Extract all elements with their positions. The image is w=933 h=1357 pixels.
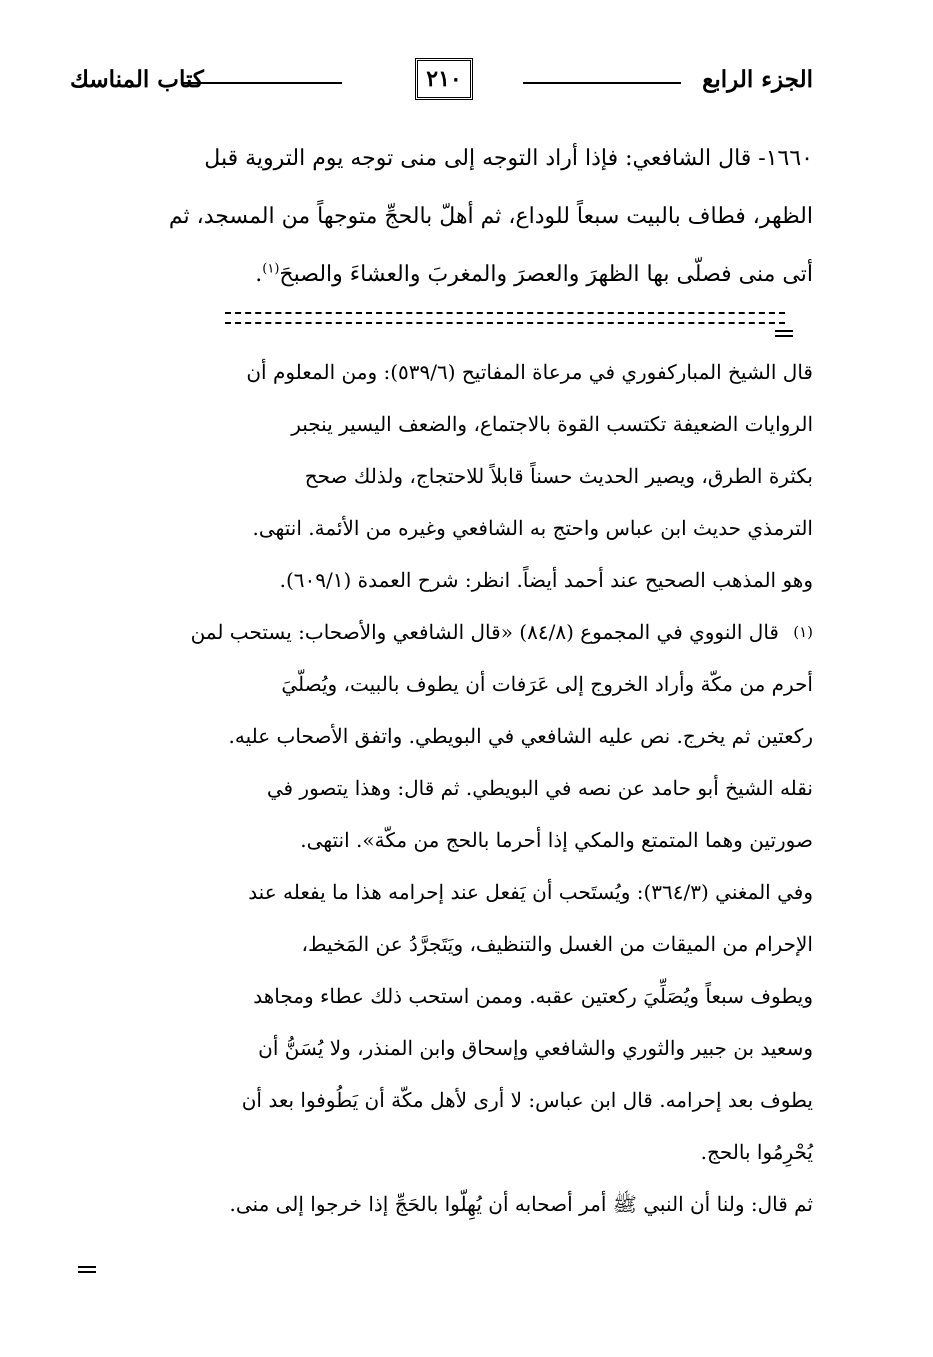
note-line: قال الشيخ المباركفوري في مرعاة المفاتيح (٥٣٩/٦): ومن المعلوم أن xyxy=(246,360,813,384)
note-line: الروايات الضعيفة تكتسب القوة بالاجتماع، والضعف اليسير ينجبر xyxy=(291,412,813,436)
footnote-line: يطوف بعد إحرامه. قال ابن عباس: لا أرى لأهل مكّة أن يَطُوفوا بعد أن xyxy=(241,1088,813,1112)
footnote-line: ركعتين ثم يخرج. نص عليه الشافعي في البويطي. واتفق الأصحاب عليه. xyxy=(228,724,813,748)
footnote-line: ويطوف سبعاً ويُصَلِّيَ ركعتين عقبه. وممن استحب ذلك عطاء ومجاهد xyxy=(253,984,813,1008)
note-line: الترمذي حديث ابن عباس واحتج به الشافعي وغيره من الأئمة. انتهى. xyxy=(252,516,813,540)
footnote-line: وسعيد بن جبير والثوري والشافعي وإسحاق وابن المنذر، ولا يُسَنُّ أن xyxy=(258,1036,813,1060)
footnote-reference: (١) xyxy=(262,261,280,277)
note-line: بكثرة الطرق، ويصير الحديث حسناً قابلاً للاحتجاج، ولذلك صحح xyxy=(304,464,813,488)
main-line: ١٦٦٠- قال الشافعي: فإذا أراد التوجه إلى منى توجه يوم التروية قبل xyxy=(204,146,813,171)
page-number: ٢١٠ xyxy=(415,58,473,100)
footnote-line xyxy=(78,606,813,658)
note-line: وهو المذهب الصحيح عند أحمد أيضاً. انظر: شرح العمدة (٦٠٩/١). xyxy=(279,568,813,592)
book-title: كتاب المناسك xyxy=(70,66,204,93)
main-line xyxy=(95,246,813,304)
volume-title: الجزء الرابع xyxy=(702,66,813,93)
footnote-marker: (١) xyxy=(793,623,813,641)
main-line-text: أتى منى فصلّى بها الظهرَ والعصرَ والمغربَ والعشاءَ والصبحَ xyxy=(279,262,813,287)
main-line: الظهر، فطاف بالبيت سبعاً للوداع، ثم أهلّ بالحجِّ متوجهاً من المسجد، ثم xyxy=(168,204,813,229)
footnote-line: ثم قال: ولنا أن النبي ﷺ أمر أصحابه أن يُهِلّوا بالحَجِّ إذا خرجوا إلى منى. xyxy=(229,1192,813,1216)
footnote-line: صورتين وهما المتمتع والمكي إذا أحرما بالحج من مكّة». انتهى. xyxy=(300,828,813,852)
footnote-line: أحرم من مكّة وأراد الخروج إلى عَرَفات أن يطوف بالبيت، ويُصلّيَ xyxy=(281,672,813,696)
page-header xyxy=(70,58,813,104)
footnote-text: قال النووي في المجموع (٨٤/٨) «قال الشافعي والأصحاب: يستحب لمن xyxy=(190,620,779,644)
separator-dashed-rule xyxy=(225,322,785,324)
continuation-mark xyxy=(775,330,793,337)
continuation-mark xyxy=(78,1266,96,1273)
main-text xyxy=(95,130,813,304)
main-line-period: . xyxy=(255,262,263,287)
footnote-line: الإحرام من الميقات من الغسل والتنظيف، ويَتَجرَّدُ عن المَخيط، xyxy=(301,932,813,956)
footnotes xyxy=(78,346,813,1230)
footnote-line: نقله الشيخ أبو حامد عن نصه في البويطي. ثم قال: وهذا يتصور في xyxy=(266,776,813,800)
separator-dashed-rule xyxy=(225,312,785,314)
header-rule-right xyxy=(523,82,681,84)
footnote-line: يُحْرِمُوا بالحج. xyxy=(700,1140,813,1164)
header-rule-left xyxy=(182,82,342,84)
footnote-line: وفي المغني (٣٦٤/٣): ويُستَحب أن يَفعل عند إحرامه هذا ما يفعله عند xyxy=(248,880,813,904)
